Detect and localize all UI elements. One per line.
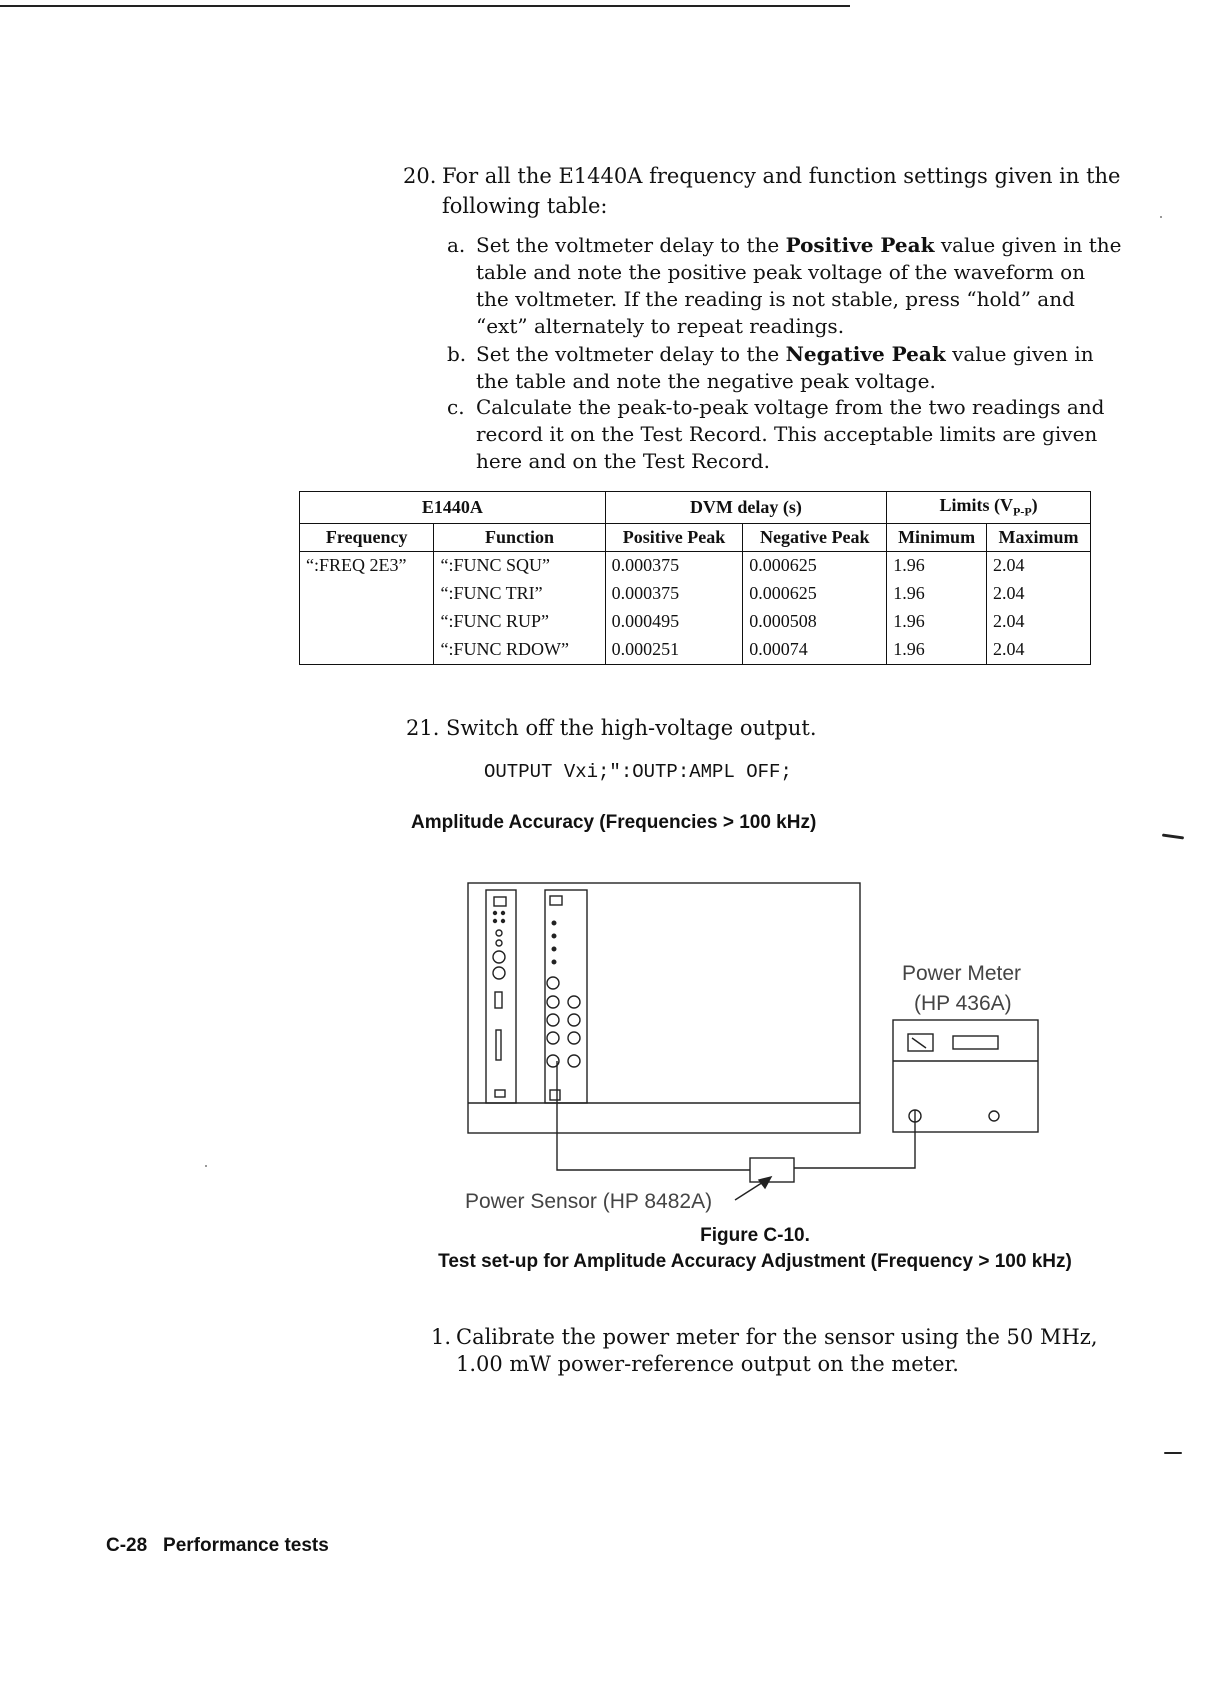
power-sensor-label: Power Sensor (HP 8482A) [465,1190,713,1213]
substep-a-letter: a. [447,233,466,257]
cell-function: “:FUNC RDOW” [434,636,605,665]
page-footer [106,1535,329,1557]
cell-function: “:FUNC TRI” [434,580,605,608]
cell-min: 1.96 [887,608,987,636]
module-1 [486,890,516,1103]
substep-a-line-2: table and note the positive peak voltage of the waveform on [476,260,1086,284]
module-1-dot [502,912,505,915]
power-meter-readout [953,1036,998,1049]
cell-negative: 0.00074 [743,636,887,665]
module-1-connector [493,951,505,963]
module-1-dot [494,912,497,915]
page-number: C-28 [106,1535,148,1556]
cell-max: 2.04 [986,580,1090,608]
substep-a-bold: Positive Peak [785,233,935,257]
col-negative-peak: Negative Peak [743,523,887,551]
cell-frequency: “:FREQ 2E3” [300,551,434,580]
cell-function: “:FUNC RUP” [434,608,605,636]
substep-c-line-2: record it on the Test Record. This acceptable limits are given [476,422,1098,446]
cell-negative: 0.000625 [743,580,887,608]
step-20-line-1: For all the E1440A frequency and function settings given in the [442,164,1121,188]
meter-cable [794,1110,915,1168]
step-21-number: 21. [406,716,440,740]
cell-negative: 0.000625 [743,551,887,580]
module-1-port [496,930,502,936]
module-2-connector [547,977,559,989]
substep-a-text-end: value given in the [934,233,1122,257]
module-1-dot [502,920,505,923]
col-positive-peak: Positive Peak [605,523,743,551]
cell-positive: 0.000375 [605,551,743,580]
cell-min: 1.96 [887,551,987,580]
substep-b-bold: Negative Peak [785,342,946,366]
col-frequency: Frequency [300,523,434,551]
substep-b-text: Set the voltmeter delay to the [476,342,786,366]
step-21-text: Switch off the high-voltage output. [446,716,817,740]
module-1-handle [496,1030,501,1060]
power-meter-display-icon [908,1034,933,1051]
power-meter-model: (HP 436A) [914,992,1012,1015]
cell-negative: 0.000508 [743,608,887,636]
module-2-connector [568,1014,580,1026]
figure-caption-number: Figure C-10. [700,1225,810,1246]
substep-c-line-1: Calculate the peak-to-peak voltage from the two readings and [476,395,1105,419]
step-20-line-2: following table: [442,194,608,218]
header-limits-close: ) [1031,495,1038,515]
module-2-connector [568,996,580,1008]
mainframe-outline [468,883,860,1133]
scan-mark [1164,1452,1182,1454]
col-function: Function [434,523,605,551]
power-meter-label: Power Meter [902,962,1022,985]
cell-max: 2.04 [986,551,1090,580]
substep-b-line-2: the table and note the negative peak voltage. [476,369,936,393]
cell-function: “:FUNC SQU” [434,551,605,580]
scan-speck [1160,216,1162,218]
substep-a-line-4: “ext” alternately to repeat readings. [476,314,845,338]
module-2-dot [552,934,556,938]
module-2-connector [568,1055,580,1067]
power-meter-display-needle [912,1038,926,1048]
module-2-dot [552,960,556,964]
header-limits-text: Limits (V [939,495,1014,515]
module-1-slot [495,992,502,1008]
section-name: Performance tests [163,1535,329,1556]
module-1-port [496,940,502,946]
substep-a-text: Set the voltmeter delay to the [476,233,786,257]
step-20-number: 20. [403,164,437,188]
module-1-connector [493,967,505,979]
power-meter-ref-connector [989,1111,999,1121]
substep-a-line-3: the voltmeter. If the reading is not stable, press “hold” and [476,287,1075,311]
module-2-connector [547,1014,559,1026]
module-2-connector [568,1032,580,1044]
scan-speck [205,1165,207,1167]
section-heading: Amplitude Accuracy (Frequencies > 100 kHz) [411,812,817,833]
col-minimum: Minimum [887,523,987,551]
step-1-number: 1. [431,1325,452,1349]
substep-c-letter: c. [447,395,465,419]
cell-min: 1.96 [887,636,987,665]
cell-positive: 0.000375 [605,580,743,608]
substep-c-line-3: here and on the Test Record. [476,449,770,473]
sensor-cable [557,1061,750,1170]
cell-max: 2.04 [986,608,1090,636]
module-1-led [494,897,506,906]
cell-positive: 0.000495 [605,608,743,636]
module-2-foot [550,1090,560,1100]
cell-min: 1.96 [887,580,987,608]
col-maximum: Maximum [986,523,1090,551]
module-1-foot [495,1090,505,1097]
step-1-line-2: 1.00 mW power-reference output on the meter. [456,1352,959,1376]
cell-positive: 0.000251 [605,636,743,665]
module-2-connector [547,1032,559,1044]
module-2-connector [547,996,559,1008]
substep-b-letter: b. [447,342,467,366]
header-dvm-delay: DVM delay (s) [605,492,887,524]
module-1-dot [494,920,497,923]
module-2-dot [552,921,556,925]
header-limits-subscript: P-P [1013,504,1032,519]
module-2-led [550,896,562,905]
step-21-code: OUTPUT Vxi;":OUTP:AMPL OFF; [484,761,792,783]
figure-caption-title: Test set-up for Amplitude Accuracy Adjustment (Frequency > 100 kHz) [438,1251,1072,1272]
substep-b-text-end: value given in [945,342,1094,366]
header-e1440a: E1440A [300,492,606,524]
step-1-line-1: Calibrate the power meter for the sensor using the 50 MHz, [456,1325,1098,1349]
power-sensor-body [750,1158,794,1182]
cell-max: 2.04 [986,636,1090,665]
module-2-dot [552,947,556,951]
